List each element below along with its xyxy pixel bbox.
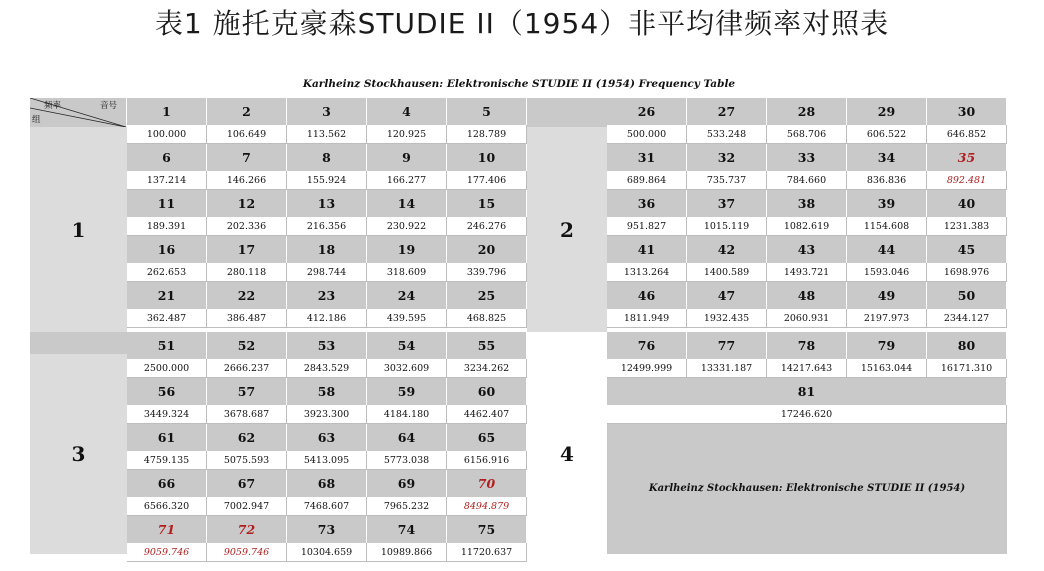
frequency-cell: 5773.038 [367, 451, 447, 470]
frequency-cell: 1154.608 [847, 217, 927, 236]
note-number-cell: 51 [127, 332, 207, 359]
frequency-cell: 14217.643 [767, 359, 847, 378]
frequency-cell: 318.609 [367, 263, 447, 282]
frequency-cell: 9059.746 [207, 543, 287, 562]
note-number-cell: 10 [447, 144, 527, 171]
note-number-cell: 53 [287, 332, 367, 359]
frequency-cell: 439.595 [367, 309, 447, 328]
frequency-cell: 155.924 [287, 171, 367, 190]
corner-label-note-number: 音号 [100, 101, 118, 111]
note-number-cell: 20 [447, 236, 527, 263]
frequency-cell: 951.827 [607, 217, 687, 236]
note-number-cell: 49 [847, 282, 927, 309]
note-number-cell: 45 [927, 236, 1007, 263]
note-number-cell: 52 [207, 332, 287, 359]
note-number-cell: 43 [767, 236, 847, 263]
frequency-cell: 113.562 [287, 125, 367, 144]
note-number-cell: 3 [287, 98, 367, 125]
frequency-cell: 1082.619 [767, 217, 847, 236]
note-number-cell: 34 [847, 144, 927, 171]
group-label-2: 2 [527, 127, 607, 332]
frequency-cell: 100.000 [127, 125, 207, 144]
frequency-cell: 735.737 [687, 171, 767, 190]
frequency-cell: 246.276 [447, 217, 527, 236]
note-number-cell: 79 [847, 332, 927, 359]
frequency-cell: 189.391 [127, 217, 207, 236]
note-number-cell: 36 [607, 190, 687, 217]
frequency-cell: 177.406 [447, 171, 527, 190]
frequency-cell: 1231.383 [927, 217, 1007, 236]
note-number-cell: 75 [447, 516, 527, 543]
separator-strip [30, 332, 127, 354]
frequency-cell: 1015.119 [687, 217, 767, 236]
note-number-cell: 65 [447, 424, 527, 451]
credit-block: Karlheinz Stockhausen: Elektronische STUDIE II (1954) [607, 422, 1007, 554]
frequency-cell: 7468.607 [287, 497, 367, 516]
note-number-cell: 54 [367, 332, 447, 359]
table-subtitle: Karlheinz Stockhausen: Elektronische STUDIE II (1954) Frequency Table [302, 78, 736, 90]
frequency-cell: 1593.046 [847, 263, 927, 282]
corner-label-frequency: 频率 [44, 101, 62, 111]
frequency-cell: 17246.620 [607, 405, 1007, 424]
note-number-cell: 23 [287, 282, 367, 309]
note-number-cell: 72 [207, 516, 287, 543]
frequency-cell: 6566.320 [127, 497, 207, 516]
frequency-cell: 146.266 [207, 171, 287, 190]
note-number-cell: 32 [687, 144, 767, 171]
note-number-cell: 62 [207, 424, 287, 451]
note-number-cell: 1 [127, 98, 207, 125]
frequency-cell: 2060.931 [767, 309, 847, 328]
note-number-cell: 13 [287, 190, 367, 217]
frequency-cell: 5413.095 [287, 451, 367, 470]
note-number-cell: 24 [367, 282, 447, 309]
note-number-cell: 68 [287, 470, 367, 497]
frequency-cell: 784.660 [767, 171, 847, 190]
frequency-cell: 106.649 [207, 125, 287, 144]
frequency-cell: 892.481 [927, 171, 1007, 190]
note-number-cell: 61 [127, 424, 207, 451]
note-number-cell: 78 [767, 332, 847, 359]
note-number-cell: 48 [767, 282, 847, 309]
frequency-cell: 137.214 [127, 171, 207, 190]
frequency-cell: 3678.687 [207, 405, 287, 424]
note-number-cell: 50 [927, 282, 1007, 309]
row-divider [607, 327, 1007, 328]
frequency-cell: 8494.879 [447, 497, 527, 516]
frequency-cell: 5075.593 [207, 451, 287, 470]
note-number-cell: 33 [767, 144, 847, 171]
frequency-cell: 689.864 [607, 171, 687, 190]
note-number-cell: 22 [207, 282, 287, 309]
frequency-cell: 202.336 [207, 217, 287, 236]
note-number-cell: 17 [207, 236, 287, 263]
note-number-cell: 38 [767, 190, 847, 217]
note-number-cell: 67 [207, 470, 287, 497]
note-number-cell: 64 [367, 424, 447, 451]
note-number-cell: 31 [607, 144, 687, 171]
note-number-cell: 27 [687, 98, 767, 125]
frequency-cell: 3234.262 [447, 359, 527, 378]
frequency-cell: 412.186 [287, 309, 367, 328]
group-label-3: 3 [30, 354, 127, 554]
group-label-4: 4 [527, 354, 607, 554]
note-number-cell: 60 [447, 378, 527, 405]
frequency-cell: 230.922 [367, 217, 447, 236]
note-number-cell: 12 [207, 190, 287, 217]
frequency-cell: 4462.407 [447, 405, 527, 424]
frequency-cell: 3032.609 [367, 359, 447, 378]
note-number-cell: 29 [847, 98, 927, 125]
frequency-cell: 9059.746 [127, 543, 207, 562]
frequency-cell: 2344.127 [927, 309, 1007, 328]
note-number-cell: 74 [367, 516, 447, 543]
note-number-cell: 71 [127, 516, 207, 543]
note-number-cell: 56 [127, 378, 207, 405]
note-number-cell: 16 [127, 236, 207, 263]
note-number-cell: 47 [687, 282, 767, 309]
note-number-cell: 26 [607, 98, 687, 125]
frequency-cell: 4184.180 [367, 405, 447, 424]
note-number-cell: 4 [367, 98, 447, 125]
table-corner-header [30, 98, 126, 127]
frequency-cell: 4759.135 [127, 451, 207, 470]
note-number-cell: 40 [927, 190, 1007, 217]
note-number-cell: 59 [367, 378, 447, 405]
note-number-cell: 6 [127, 144, 207, 171]
frequency-cell: 15163.044 [847, 359, 927, 378]
frequency-cell: 11720.637 [447, 543, 527, 562]
frequency-cell: 12499.999 [607, 359, 687, 378]
frequency-cell: 2843.529 [287, 359, 367, 378]
note-number-cell: 8 [287, 144, 367, 171]
note-number-cell: 15 [447, 190, 527, 217]
note-number-cell: 2 [207, 98, 287, 125]
frequency-cell: 262.653 [127, 263, 207, 282]
note-number-cell: 18 [287, 236, 367, 263]
frequency-cell: 1313.264 [607, 263, 687, 282]
frequency-cell: 10989.866 [367, 543, 447, 562]
note-number-cell: 55 [447, 332, 527, 359]
group-label-1: 1 [30, 127, 127, 332]
frequency-cell: 1698.976 [927, 263, 1007, 282]
note-number-cell: 44 [847, 236, 927, 263]
frequency-cell: 386.487 [207, 309, 287, 328]
frequency-cell: 13331.187 [687, 359, 767, 378]
note-number-cell: 80 [927, 332, 1007, 359]
frequency-cell: 3923.300 [287, 405, 367, 424]
note-number-cell: 73 [287, 516, 367, 543]
frequency-cell: 1811.949 [607, 309, 687, 328]
note-number-cell: 37 [687, 190, 767, 217]
note-number-cell: 9 [367, 144, 447, 171]
note-number-cell: 66 [127, 470, 207, 497]
row-divider [127, 561, 527, 562]
note-number-cell: 14 [367, 190, 447, 217]
note-number-cell: 35 [927, 144, 1007, 171]
page-title: 表1 施托克豪森STUDIE II（1954）非平均律频率对照表 [154, 7, 890, 40]
frequency-cell: 1493.721 [767, 263, 847, 282]
note-number-cell: 76 [607, 332, 687, 359]
frequency-cell: 298.744 [287, 263, 367, 282]
corner-label-group: 组 [32, 115, 41, 125]
note-number-cell: 21 [127, 282, 207, 309]
frequency-cell: 7965.232 [367, 497, 447, 516]
note-number-cell: 7 [207, 144, 287, 171]
frequency-cell: 646.852 [927, 125, 1007, 144]
note-number-cell: 11 [127, 190, 207, 217]
frequency-cell: 606.522 [847, 125, 927, 144]
frequency-cell: 362.487 [127, 309, 207, 328]
note-number-cell: 39 [847, 190, 927, 217]
note-number-cell: 57 [207, 378, 287, 405]
frequency-cell: 16171.310 [927, 359, 1007, 378]
frequency-cell: 7002.947 [207, 497, 287, 516]
note-number-cell: 19 [367, 236, 447, 263]
frequency-cell: 2500.000 [127, 359, 207, 378]
note-number-cell: 70 [447, 470, 527, 497]
frequency-cell: 1400.589 [687, 263, 767, 282]
note-number-cell: 81 [607, 378, 1007, 405]
frequency-cell: 2197.973 [847, 309, 927, 328]
note-number-cell: 46 [607, 282, 687, 309]
frequency-cell: 339.796 [447, 263, 527, 282]
frequency-cell: 216.356 [287, 217, 367, 236]
note-number-cell: 77 [687, 332, 767, 359]
frequency-cell: 836.836 [847, 171, 927, 190]
header-strip [527, 98, 607, 127]
note-number-cell: 30 [927, 98, 1007, 125]
note-number-cell: 5 [447, 98, 527, 125]
frequency-cell: 128.789 [447, 125, 527, 144]
frequency-cell: 280.118 [207, 263, 287, 282]
frequency-cell: 6156.916 [447, 451, 527, 470]
frequency-cell: 3449.324 [127, 405, 207, 424]
note-number-cell: 25 [447, 282, 527, 309]
note-number-cell: 63 [287, 424, 367, 451]
frequency-cell: 568.706 [767, 125, 847, 144]
frequency-cell: 500.000 [607, 125, 687, 144]
note-number-cell: 69 [367, 470, 447, 497]
frequency-cell: 533.248 [687, 125, 767, 144]
row-divider [607, 423, 1007, 424]
frequency-cell: 10304.659 [287, 543, 367, 562]
frequency-cell: 120.925 [367, 125, 447, 144]
frequency-cell: 2666.237 [207, 359, 287, 378]
note-number-cell: 41 [607, 236, 687, 263]
note-number-cell: 42 [687, 236, 767, 263]
frequency-cell: 468.825 [447, 309, 527, 328]
frequency-cell: 166.277 [367, 171, 447, 190]
note-number-cell: 28 [767, 98, 847, 125]
frequency-cell: 1932.435 [687, 309, 767, 328]
note-number-cell: 58 [287, 378, 367, 405]
row-divider [127, 327, 527, 328]
